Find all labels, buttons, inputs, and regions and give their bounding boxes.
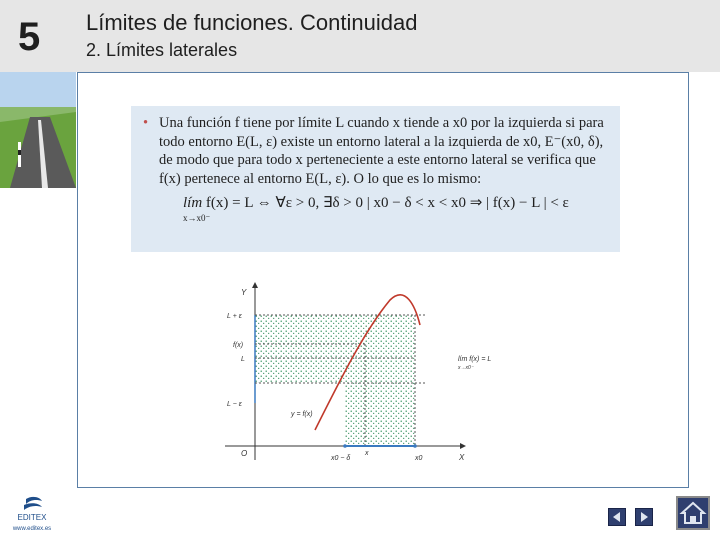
limit-note: lím f(x) = L [458, 356, 492, 363]
page-title: Límites de funciones. Continuidad [86, 10, 418, 35]
formula-lim: lím [183, 195, 203, 211]
origin-label: O [241, 449, 248, 458]
arrow-left-icon [609, 509, 625, 525]
home-button[interactable] [676, 496, 710, 530]
x0-minus-delta-label: x0 − δ [331, 455, 351, 462]
editex-logo [4, 495, 60, 535]
bullet: • [143, 115, 149, 131]
home-icon [678, 498, 708, 528]
definition-text: Una función f tiene por límite L cuando x tiende a x0 por la izquierda si para todo entorno E(L, ε) existe un entorno lateral a la izquierda de x0, E⁻(x0, δ), de modo que para todo x perteneciente a este entorno lateral se verifica que f(x) pertenece al entorno E(L, ε). O lo que es lo mismo: [159, 115, 604, 187]
formula-rest: f(x) = L ⇔ ∀ε > 0, ∃δ > 0 | x0 − δ < x < x0 ⇒ | f(x) − L | < ε [205, 195, 569, 211]
y-axis-label: Y [241, 288, 247, 297]
delta-strip [345, 383, 415, 446]
road-photo [0, 72, 76, 188]
unit-number: 5 [18, 15, 41, 59]
l-plus-label: L + ε [227, 313, 242, 320]
x-axis-label: X [459, 453, 465, 462]
section-subtitle: 2. Límites laterales [86, 40, 238, 60]
limit-formula [183, 194, 612, 227]
l-minus-label: L − ε [227, 401, 242, 408]
x-label: x [365, 450, 369, 457]
epsilon-band [255, 315, 415, 383]
formula-sub: x→x0⁻ [183, 212, 211, 223]
limit-graph [215, 270, 515, 470]
l-label: L [241, 356, 245, 363]
curve-label: y = f(x) [291, 411, 313, 418]
next-button[interactable] [635, 508, 653, 526]
definition-box [131, 106, 620, 252]
prev-button[interactable] [608, 508, 626, 526]
limit-note-sub: x→x0⁻ [458, 365, 474, 371]
arrow-right-icon [636, 509, 652, 525]
brand-url: www.editex.es [12, 526, 52, 532]
x0-label: x0 [415, 455, 423, 462]
fx-label: f(x) [233, 342, 244, 349]
brand-text: EDITEX [17, 513, 47, 522]
